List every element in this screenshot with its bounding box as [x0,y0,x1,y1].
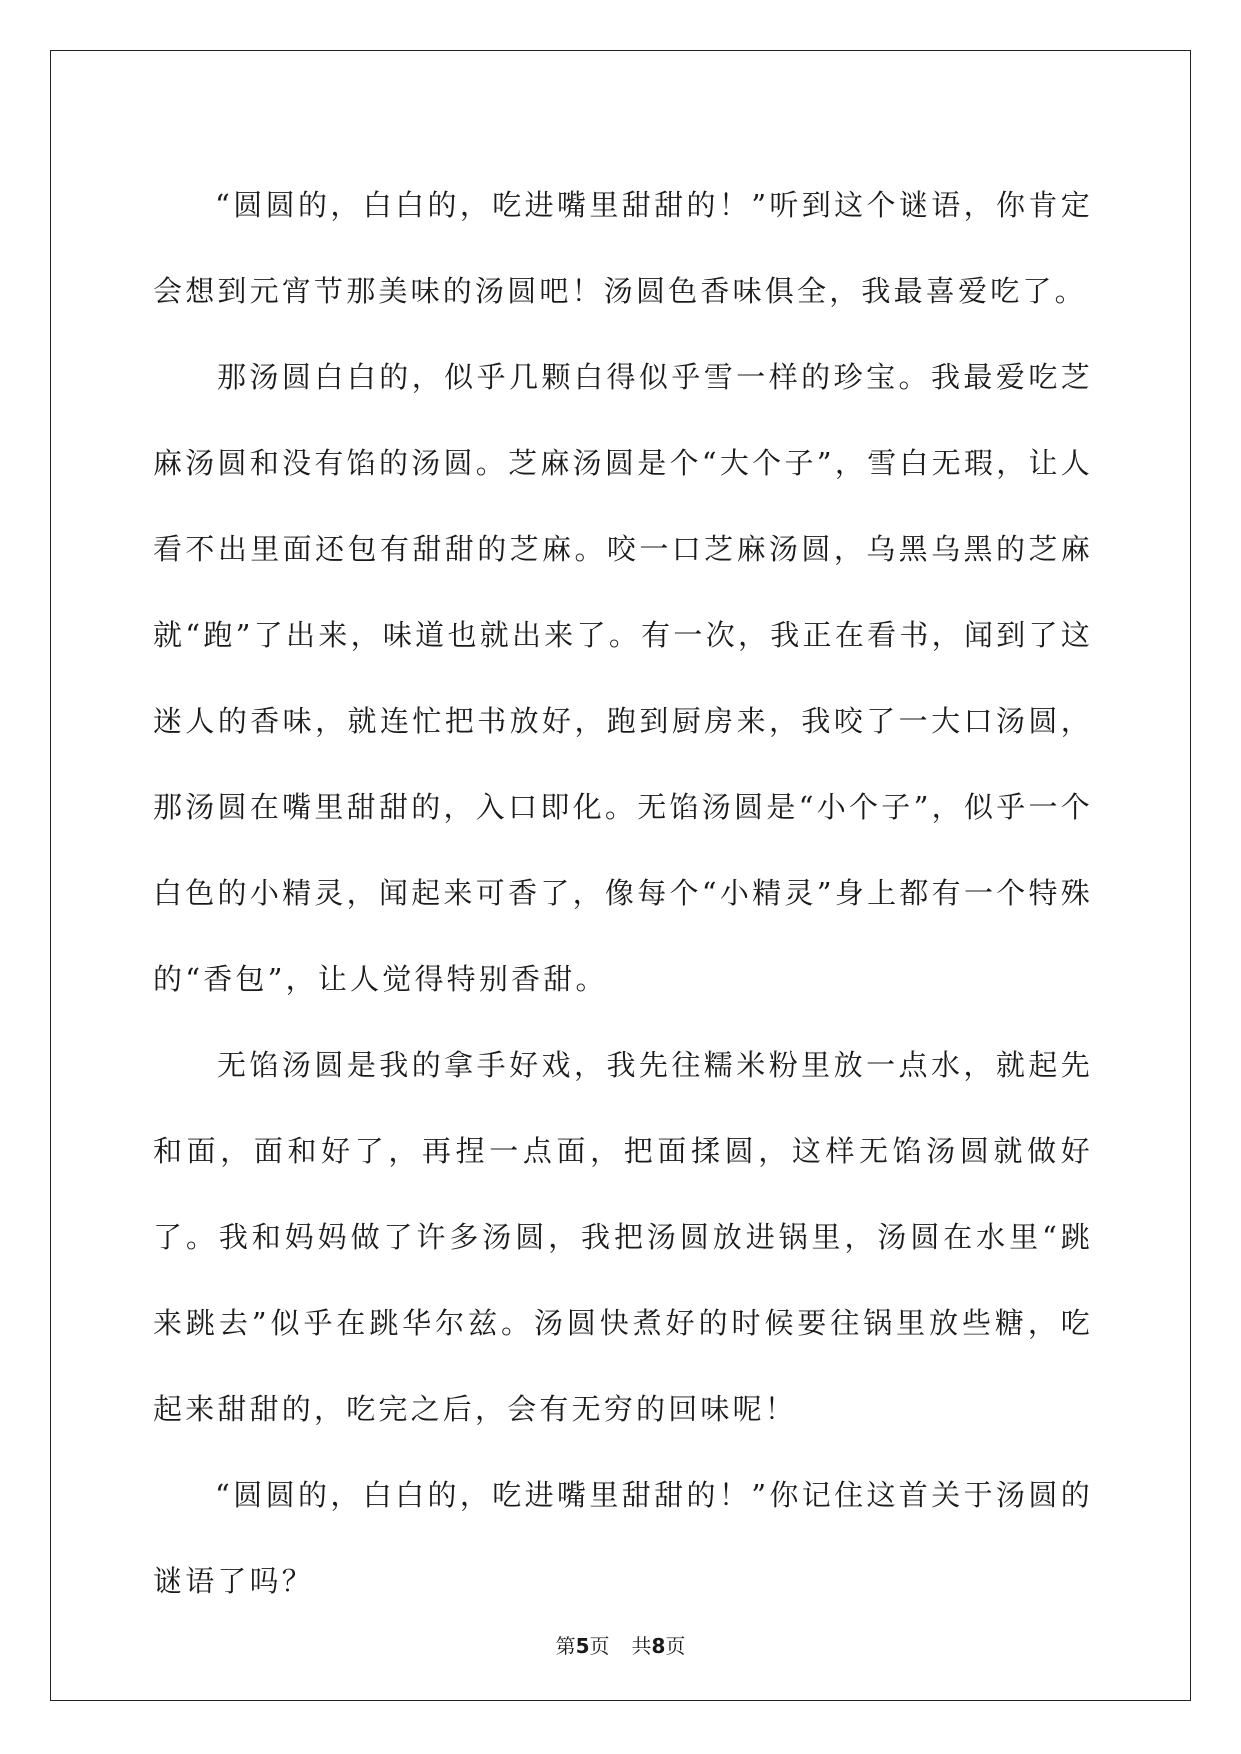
document-body [153,162,1093,1624]
page-prefix: 第 [555,1634,576,1658]
page-suffix: 页 [589,1634,610,1658]
current-page-number: 5 [575,1634,590,1658]
paragraph-3: 无馅汤圆是我的拿手好戏，我先往糯米粉里放一点水，就起先和面，面和好了，再捏一点面，把面揉圆，这样无馅汤圆就做好了。我和妈妈做了许多汤圆，我把汤圆放进锅里，汤圆在水里“跳来跳去”似乎在跳华尔兹。汤圆快煮好的时候要往锅里放些糖，吃起来甜甜的，吃完之后，会有无穷的回味呢！ [153,1048,1093,1426]
paragraph-4: “圆圆的，白白的，吃进嘴里甜甜的！”你记住这首关于汤圆的谜语了吗？ [153,1478,1093,1598]
paragraph-1: “圆圆的，白白的，吃进嘴里甜甜的！”听到这个谜语，你肯定会想到元宵节那美味的汤圆吧！汤圆色香味俱全，我最喜爱吃了。 [153,188,1093,308]
paragraph-2: 那汤圆白白的，似乎几颗白得似乎雪一样的珍宝。我最爱吃芝麻汤圆和没有馅的汤圆。芝麻汤圆是个“大个子”，雪白无瑕，让人看不出里面还包有甜甜的芝麻。咬一口芝麻汤圆，乌黑乌黑的芝麻就“跑”了出来，味道也就出来了。有一次，我正在看书，闻到了这迷人的香味，就连忙把书放好，跑到厨房来，我咬了一大口汤圆，那汤圆在嘴里甜甜的，入口即化。无馅汤圆是“小个子”，似乎一个白色的小精灵，闻起来可香了，像每个“小精灵”身上都有一个特殊的“香包”，让人觉得特别香甜。 [153,360,1093,996]
total-suffix: 页 [665,1634,686,1658]
total-prefix: 共 [631,1634,652,1658]
page-footer [0,1630,1241,1659]
total-pages-number: 8 [651,1634,666,1658]
